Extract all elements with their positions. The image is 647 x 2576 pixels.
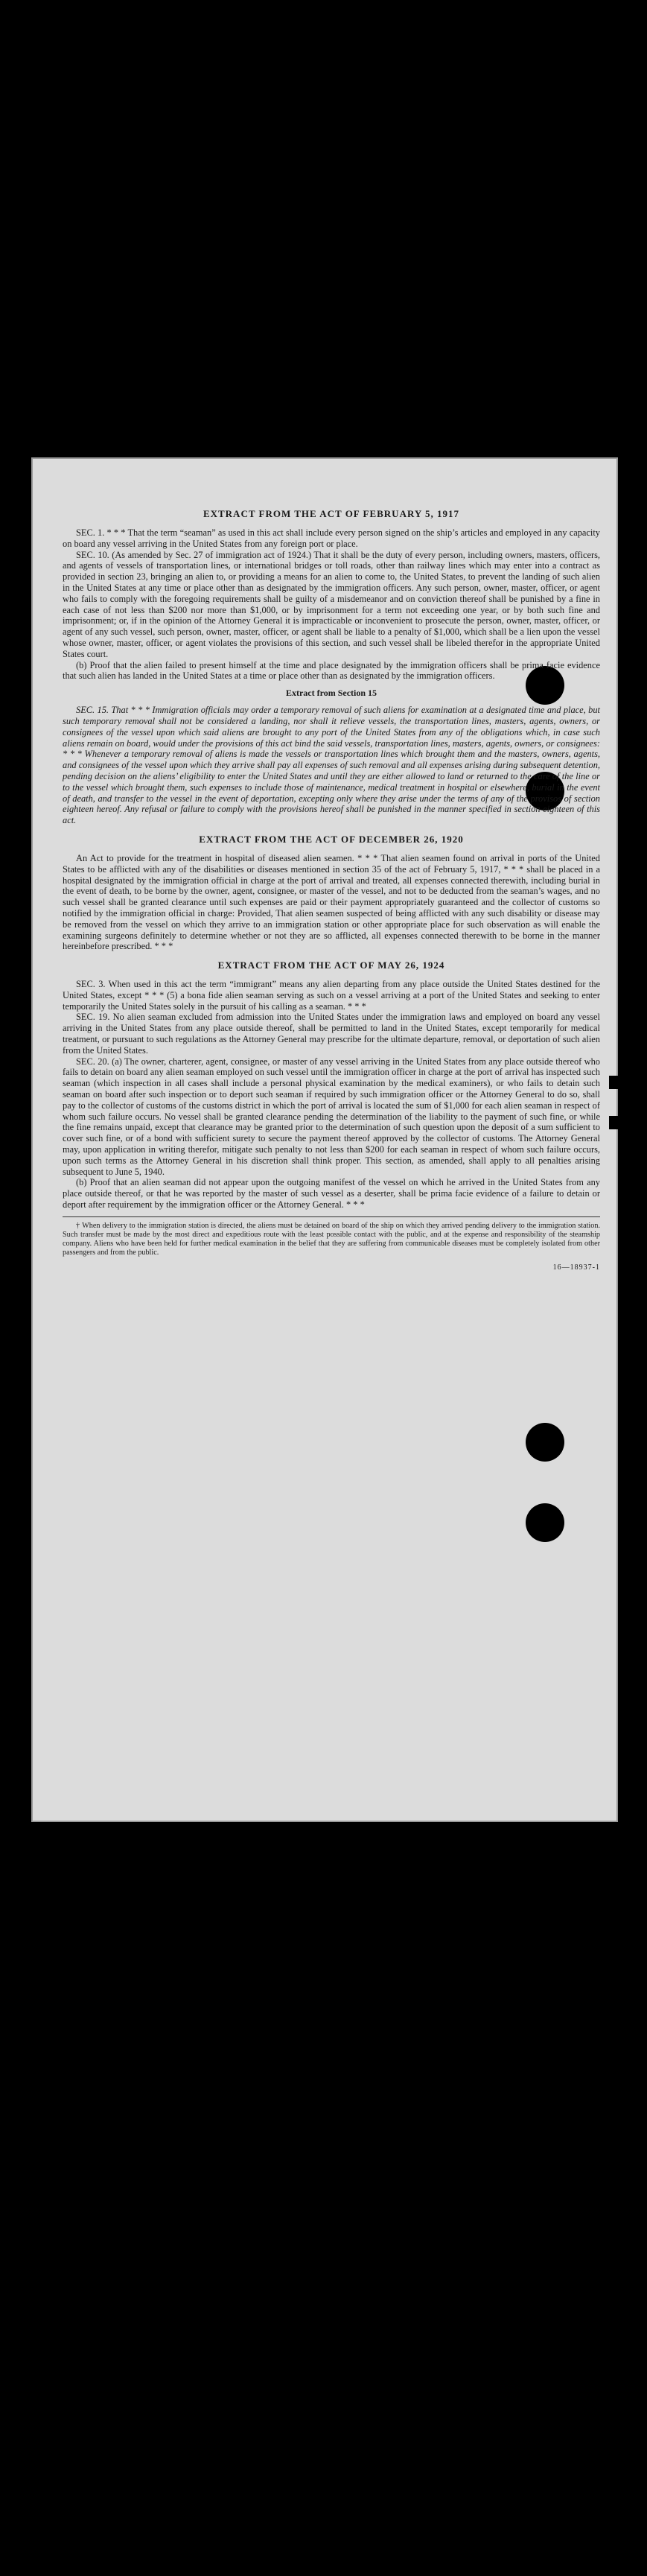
paragraph: SEC. 15. That * * * Immigration officials may order a temporary removal of such aliens for examination at a designated time and place, but such temporary removal shall not be considered a landing, nor shall it relieve vessels, the transportation lines, masters, agents, owners, or consignees of the vessel upon which said aliens are brought to any port of the United States from any of the obligations which, in case such aliens remain on board, would under the provisions of this act bind the said vessels, transportation lines, masters, agents, owners, or consignees: * * * Whenever a temporary removal of aliens is made the vessels or transportation lines which brought them and the masters, owners, agents, and consignees of the vessel upon which they arrive shall pay all expenses of such removal and all expenses arising during subsequent detention, pending decision on the aliens’ eligibility to enter the United States and until they are either allowed to land or returned to the care of the line or to the vessel which brought them, such expenses to include those of maintenance, medical treatment in hospital or elsewhere, burial in the event of death, and transfer to the vessel in the event of deportation, excepting only where they arise under the terms of any of the provisos of section eighteen hereof. Any refusal or failure to comply with the provisions hereof shall be punished in the manner specified in section eighteen of this act. — [63, 705, 600, 826]
section-heading: EXTRACT FROM THE ACT OF FEBRUARY 5, 1917 — [203, 508, 460, 519]
document-body — [63, 501, 600, 1272]
section-heading: Extract from Section 15 — [285, 688, 377, 699]
edge-tear — [609, 1116, 618, 1129]
edge-tear — [609, 1076, 618, 1089]
punch-hole — [526, 1423, 564, 1462]
document-sheet — [31, 457, 618, 1822]
paragraph: SEC. 20. (a) The owner, charterer, agent, consignee, or master of any vessel arriving in the United States from any place outside thereof who fails to detain on board any alien seaman employed on such vessel until the immigration officer in charge at the port of arrival has inspected such seaman (which inspection in all cases shall include a personal physical examination by the medical examiners), or who fails to detain such seaman on board after such inspection or to deport such seaman if required by such immigration officer or the Attorney General to do so, shall pay to the collector of customs of the customs district in which the port of arrival is located the sum of $1,000 for each alien seaman in respect of whom such failure occurs. No vessel shall be granted clearance pending the determination of the liability to the payment of such fine, or while the fine remains unpaid, except that clearance may be granted prior to the determination of such question upon the deposit of a sum sufficient to cover such fine, or of a bond with sufficient surety to secure the payment thereof approved by the collector of customs. The Attorney General may, upon application in writing therefor, mitigate such penalty to not less than $200 for each seaman in respect of whom such failure occurs, upon such terms as the Attorney General in his discretion shall think proper. This section, as amended, shall apply to all penalties arising subsequent to June 5, 1940. — [63, 1056, 600, 1177]
footnote-text: † When delivery to the immigration station is directed, the aliens must be detained on board of the ship on which they arrived pending delivery to the immigration station. Such transfer must be made by the most direct and expeditious route with the least possible contact with the public, and at the expense and responsibility of the steamship company. Aliens who have been held for further medical examination in the belief that they are suffering from communicable diseases must be completely isolated from other passengers and from the public. — [63, 1221, 600, 1257]
paragraph: SEC. 1. * * * That the term “seaman” as used in this act shall include every person signed on the ship’s articles and employed in any capacity on board any vessel arriving in the United States from any foreign port or place. — [63, 527, 600, 549]
paragraph: An Act to provide for the treatment in hospital of diseased alien seamen. * * * That alien seamen found on arrival in ports of the United States to be afflicted with any of the disabilities or diseases mentioned in section 35 of the act of February 5, 1917, * * * shall be placed in a hospital designated by the immigration official in charge at the port of arrival and treated, all expenses connected therewith, including burial in the event of death, to be borne by the owner, agent, consignee, or master of the vessel, and not to be deducted from the seaman’s wages, and no such vessel shall be granted clearance until such expenses are paid or their payment appropriately guaranteed and the collector of customs so notified by the immigration official in charge: Provided, That alien seamen suspected of being afflicted with any such disability or disease may be removed from the vessel on which they arrive to an immigration station or other appropriate place for such observation as will enable the examining surgeons definitely to determine whether or not they are so afflicted, all expenses connected therewith to be borne in the manner hereinbefore prescribed. * * * — [63, 852, 600, 952]
section-heading: EXTRACT FROM THE ACT OF DECEMBER 26, 1920 — [199, 833, 464, 845]
paragraph: SEC. 3. When used in this act the term “immigrant” means any alien departing from any place outside the United States destined for the United States, except * * * (5) a bona fide alien seaman serving as such on a vessel arriving at a port of the United States and seeking to enter temporarily the United States solely in the pursuit of his calling as a seaman. * * * — [63, 979, 600, 1012]
section-heading: EXTRACT FROM THE ACT OF MAY 26, 1924 — [217, 959, 445, 971]
punch-hole — [526, 1503, 564, 1542]
paragraph: (b) Proof that the alien failed to present himself at the time and place designated by the immigration officers shall be prima facie evidence that such alien has landed in the United States at a time or place other than as designated by the immigration officers. — [63, 659, 600, 682]
paragraph: SEC. 19. No alien seaman excluded from admission into the United States under the immigration laws and employed on board any vessel arriving in the United States from any place outside thereof, shall be permitted to land in the United States, except temporarily for medical treatment, or pursuant to such regulations as the Attorney General may prescribe for the ultimate departure, removal, or deportation of such alien from the United States. — [63, 1012, 600, 1056]
footnote-divider — [63, 1216, 600, 1217]
print-code: 16—18937-1 — [552, 1263, 600, 1272]
paragraph: (b) Proof that an alien seaman did not appear upon the outgoing manifest of the vessel on which he arrived in the United States from any place outside thereof, or that he was reported by the master of such vessel as a deserter, shall be prima facie evidence of a failure to detain or deport after requirement by the immigration officer or the Attorney General. * * * — [63, 1177, 600, 1211]
footnote — [63, 1222, 600, 1257]
paragraph: SEC. 10. (As amended by Sec. 27 of immigration act of 1924.) That it shall be the duty of every person, including owners, masters, officers, and agents of vessels of transportation lines, or international bridges or toll roads, other than railway lines which may enter into a contract as provided in section 23, bringing an alien to, or providing a means for an alien to come to, the United States, to prevent the landing of such alien in the United States at any time or place other than as designated by the immigration officers. Any such person, owner, master, officer, or agent who fails to comply with the foregoing requirements shall be guilty of a misdemeanor and on conviction thereof shall be punished by a fine in each case of not less than $200 nor more than $1,000, or by imprisonment for a term not exceeding one year, or by both such fine and imprisonment; or, if in the opinion of the Attorney General it is impracticable or inconvenient to prosecute the person, owner, master, officer, or agent of any such vessel, such person, owner, master, officer, or agent shall be liable to a penalty of $1,000, which shall be a lien upon the vessel whose owner, master, officer, or agent violates the provisions of this section, and such vessel shall be libeled therefor in the appropriate United States court. — [63, 549, 600, 659]
